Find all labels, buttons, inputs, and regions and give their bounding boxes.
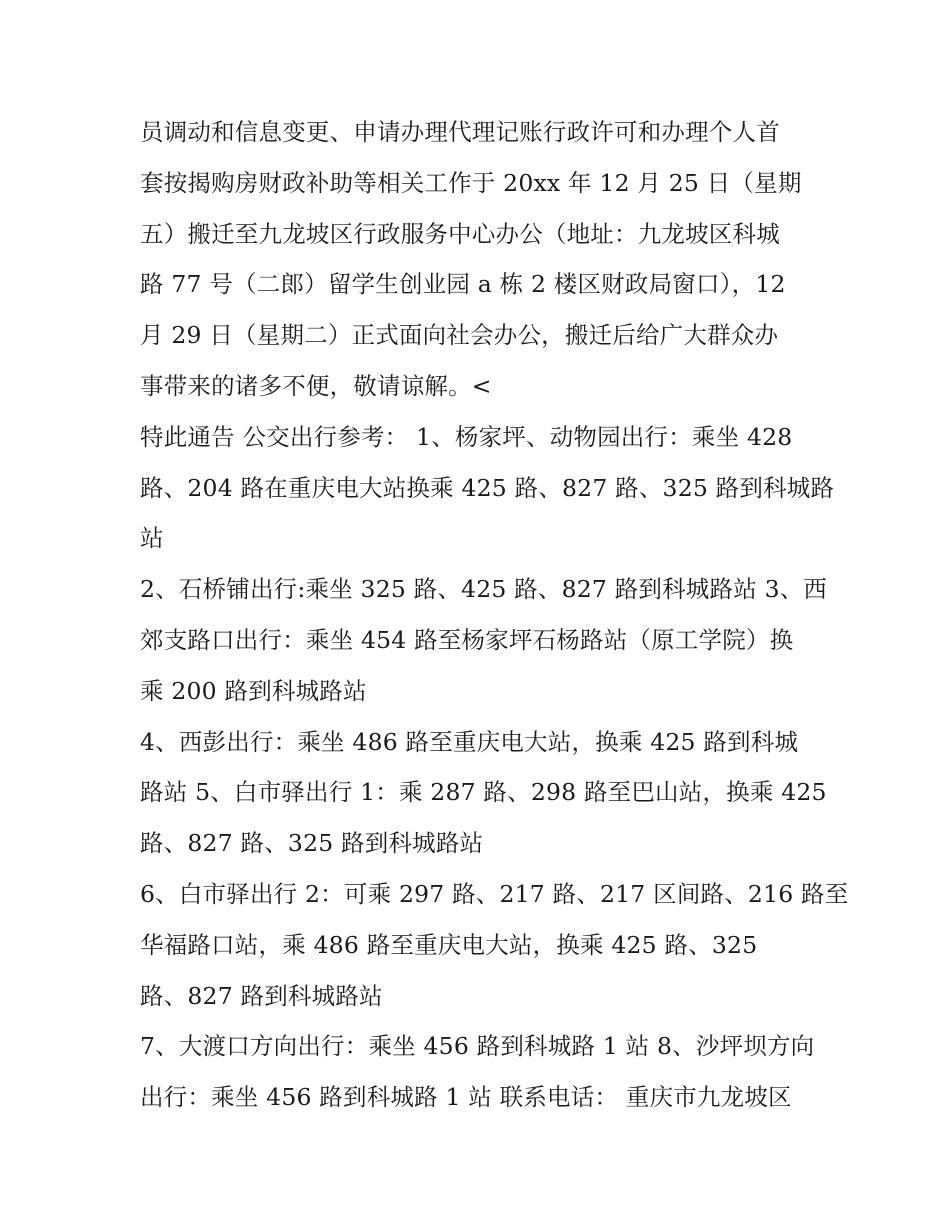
text-line: 7、大渡口方向出行：乘坐 456 路到科城路 1 站 8、沙坪坝方向	[140, 1032, 815, 1061]
text-line: 月 29 日（星期二）正式面向社会办公，搬迁后给广大群众办	[140, 321, 779, 350]
text-line: 路、827 路、325 路到科城路站	[140, 829, 484, 858]
text-line: 6、白市驿出行 2：可乘 297 路、217 路、217 区间路、216 路至	[140, 879, 849, 908]
text-line: 路、204 路在重庆电大站换乘 425 路、827 路、325 路到科城路	[140, 473, 835, 502]
text-line: 郊支路口出行：乘坐 454 路至杨家坪石杨路站（原工学院）换	[140, 625, 794, 654]
text-line: 4、西彭出行：乘坐 486 路至重庆电大站，换乘 425 路到科城	[140, 727, 799, 756]
document-body	[140, 107, 849, 1123]
text-line: 2、石桥铺出行:乘坐 325 路、425 路、827 路到科城路站 3、西	[140, 575, 828, 604]
text-line: 员调动和信息变更、申请办理代理记账行政许可和办理个人首	[140, 118, 780, 146]
text-line: 事带来的诸多不便，敬请谅解。<	[140, 371, 492, 400]
text-line: 五）搬迁至九龙坡区行政服务中心办公（地址：九龙坡区科城	[140, 219, 780, 248]
text-line: 路、827 路到科城路站	[140, 981, 383, 1010]
text-line: 乘 200 路到科城路站	[140, 676, 367, 705]
text-line: 出行：乘坐 456 路到科城路 1 站 联系电话： 重庆市九龙坡区	[140, 1083, 792, 1112]
text-line: 套按揭购房财政补助等相关工作于 20xx 年 12 月 25 日（星期	[140, 168, 802, 197]
text-line: 路 77 号（二郎）留学生创业园 a 栋 2 楼区财政局窗口），12	[140, 270, 786, 299]
text-line: 路站 5、白市驿出行 1：乘 287 路、298 路至巴山站，换乘 425	[140, 778, 827, 807]
text-line: 华福路口站，乘 486 路至重庆电大站，换乘 425 路、325	[140, 930, 758, 959]
text-line: 特此通告 公交出行参考： 1、杨家坪、动物园出行：乘坐 428	[140, 422, 793, 451]
text-line: 站	[140, 524, 164, 553]
